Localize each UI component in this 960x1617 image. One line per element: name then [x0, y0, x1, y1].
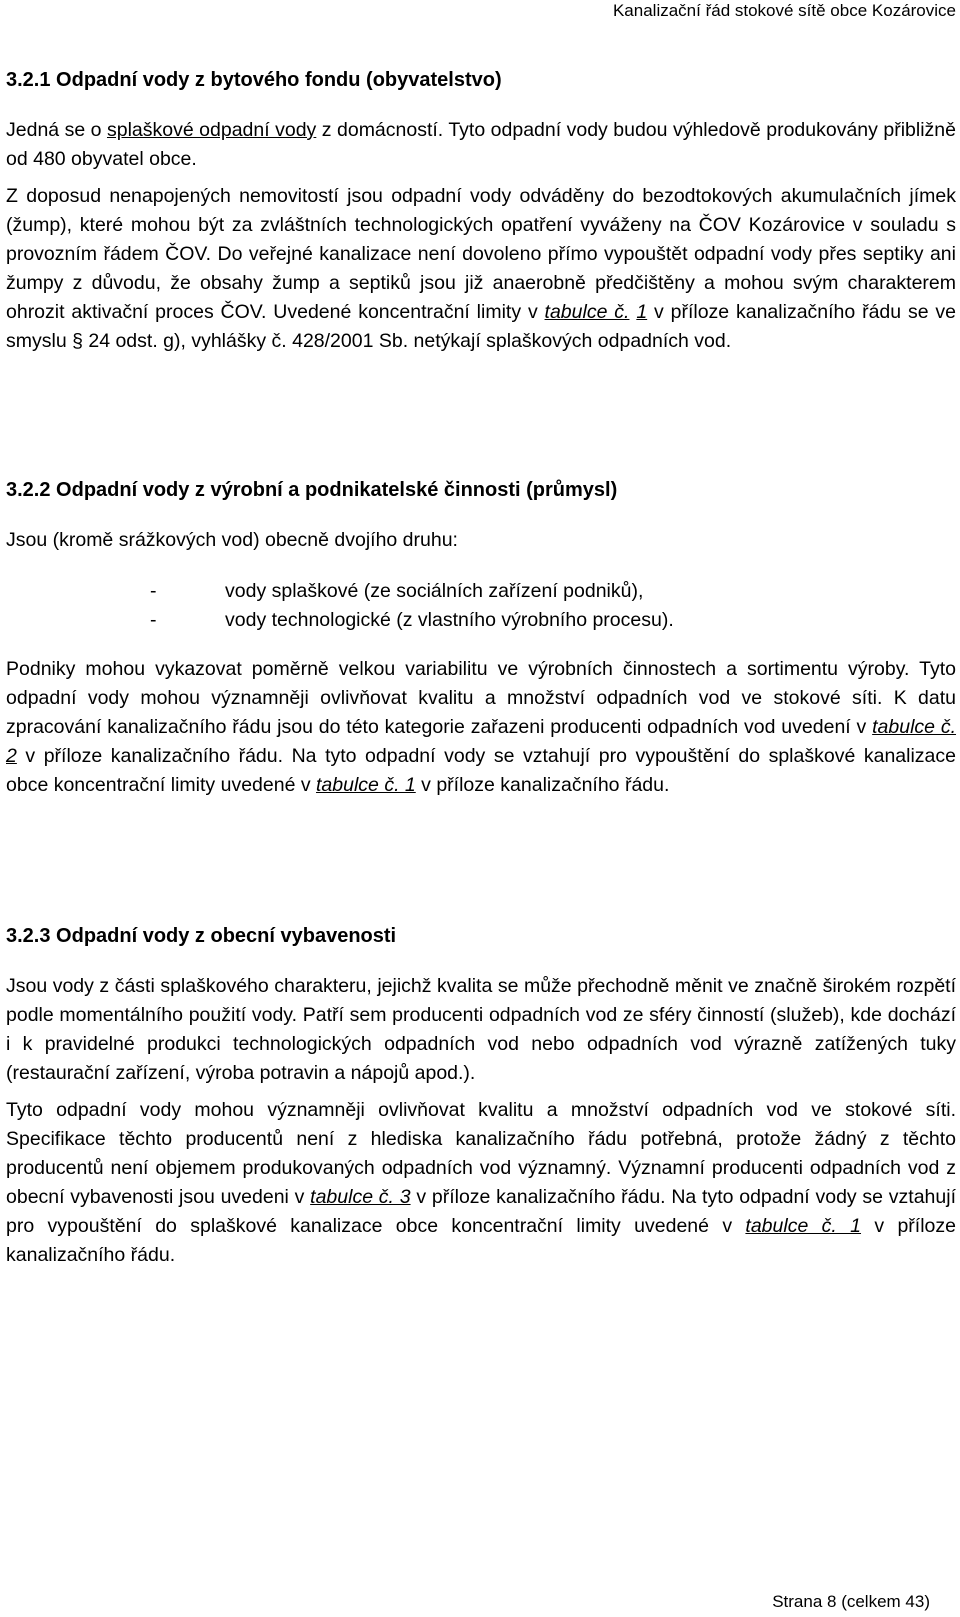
list-dash: - [150, 609, 157, 631]
list-dash: - [150, 580, 157, 602]
section-3-2-3 [6, 922, 956, 1270]
text-run: v příloze kanalizačního řádu. Na tyto odpadní vody se vztahují pro vypouštění do splaškové kanalizace obce koncentrační limity uvedené v [6, 1186, 956, 1237]
list-item-text: vody technologické (z vlastního výrobního procesu). [225, 609, 674, 631]
list-item [6, 606, 956, 635]
link-tabulce[interactable]: tabulce č. [544, 301, 630, 323]
link-splaskove-odpadni-vody[interactable]: splaškové odpadní vody [106, 119, 317, 141]
paragraph-industry-variability [6, 655, 956, 800]
paragraph-unconnected-properties [6, 182, 956, 356]
page-footer: Strana 8 (celkem 43) [772, 1592, 930, 1611]
link-tabulce-1[interactable]: tabulce č. 1 [745, 1215, 862, 1237]
text-run: v příloze kanalizačního řádu se ve smyslu § 24 odst. g), vyhlášky č. 428/2001 Sb. netýkají splaškových odpadních vod. [6, 301, 957, 352]
page-header: Kanalizační řád stokové sítě obce Kozárovice [612, 1, 956, 20]
text-run: v příloze kanalizačního řádu. [6, 1215, 956, 1266]
link-tabulce-2[interactable]: tabulce č. 2 [6, 716, 957, 767]
section-heading-3-2-3: 3.2.3 Odpadní vody z obecní vybavenosti [6, 925, 397, 947]
text-run: v příloze kanalizačního řádu. Na tyto odpadní vody se vztahují pro vypouštění do splaškové kanalizace obce koncentrační limity uvedené v [6, 745, 956, 796]
wastewater-kinds-list [6, 577, 956, 635]
link-tabulce-1[interactable]: 1 [636, 301, 648, 323]
list-item-text: vody splaškové (ze sociálních zařízení podniků), [225, 580, 644, 602]
section-heading-3-2-2: 3.2.2 Odpadní vody z výrobní a podnikatelské činnosti (průmysl) [6, 479, 618, 501]
paragraph-specification-producers [6, 1096, 956, 1270]
section-3-2-1 [6, 66, 956, 356]
text-run: v příloze kanalizačního řádu. [415, 774, 670, 796]
link-tabulce-1[interactable]: tabulce č. 1 [316, 774, 416, 796]
text-run: Z doposud nenapojených nemovitostí jsou odpadní vody odváděny do bezodtokových akumulačních jímek (žump), které mohou být za zvláštních technologických opatření vyváženy na ČOV Kozárovice v souladu s provozním řádem ČOV. Do veřejné kanalizace není dovoleno přímo vypouštět odpadní vody přes septiky ani žumpy z důvodu, že obsahy žump a septiků jsou již anaerobně předčištěny a mohou svým charakterem ohrozit aktivační proces ČOV. Uvedené koncentrační limity v [6, 185, 956, 323]
text-run: z domácností. Tyto odpadní vody budou výhledově produkovány přibližně od 480 obyvatel obce. [6, 119, 956, 170]
text-run: Jedná se o [6, 119, 107, 141]
section-3-2-2 [6, 476, 956, 800]
text-run: Podniky mohou vykazovat poměrně velkou variabilitu ve výrobních činnostech a sortimentu výroby. Tyto odpadní vody mohou významněji ovlivňovat kvalitu a množství odpadních vod ve stokové síti. K datu zpracování kanalizačního řádu jsou do této kategorie zařazeni producenti odpadních vod uvedení v [6, 658, 956, 738]
text-run: Tyto odpadní vody mohou významněji ovlivňovat kvalitu a množství odpadních vod ve stokové síti. Specifikace těchto producentů není z hlediska kanalizačního řádu potřebná, protože žádný z těchto producentů není objemem produkovaných odpadních vod významný. Významní producenti odpadních vod z obecní vybavenosti jsou uvedeni v [6, 1099, 956, 1208]
section-heading-3-2-1: 3.2.1 Odpadní vody z bytového fondu (obyvatelstvo) [6, 69, 502, 91]
list-item [6, 577, 956, 606]
paragraph-household-wastewater [6, 116, 956, 174]
paragraph-two-kinds: Jsou (kromě srážkových vod) obecně dvojího druhu: [6, 529, 458, 551]
paragraph-public-amenities: Jsou vody z části splaškového charakteru, jejichž kvalita se může přechodně měnit ve značně širokém rozpětí podle momentálního použití vody. Patří sem producenti odpadních vod ze sféry činností (služeb), kde dochází i k pravidelné produkci technologických odpadních vod nebo odpadních vod výrazně zatížených tuky (restaurační zařízení, výroba potravin a nápojů apod.). [6, 975, 956, 1084]
link-tabulce-3[interactable]: tabulce č. 3 [310, 1186, 411, 1208]
